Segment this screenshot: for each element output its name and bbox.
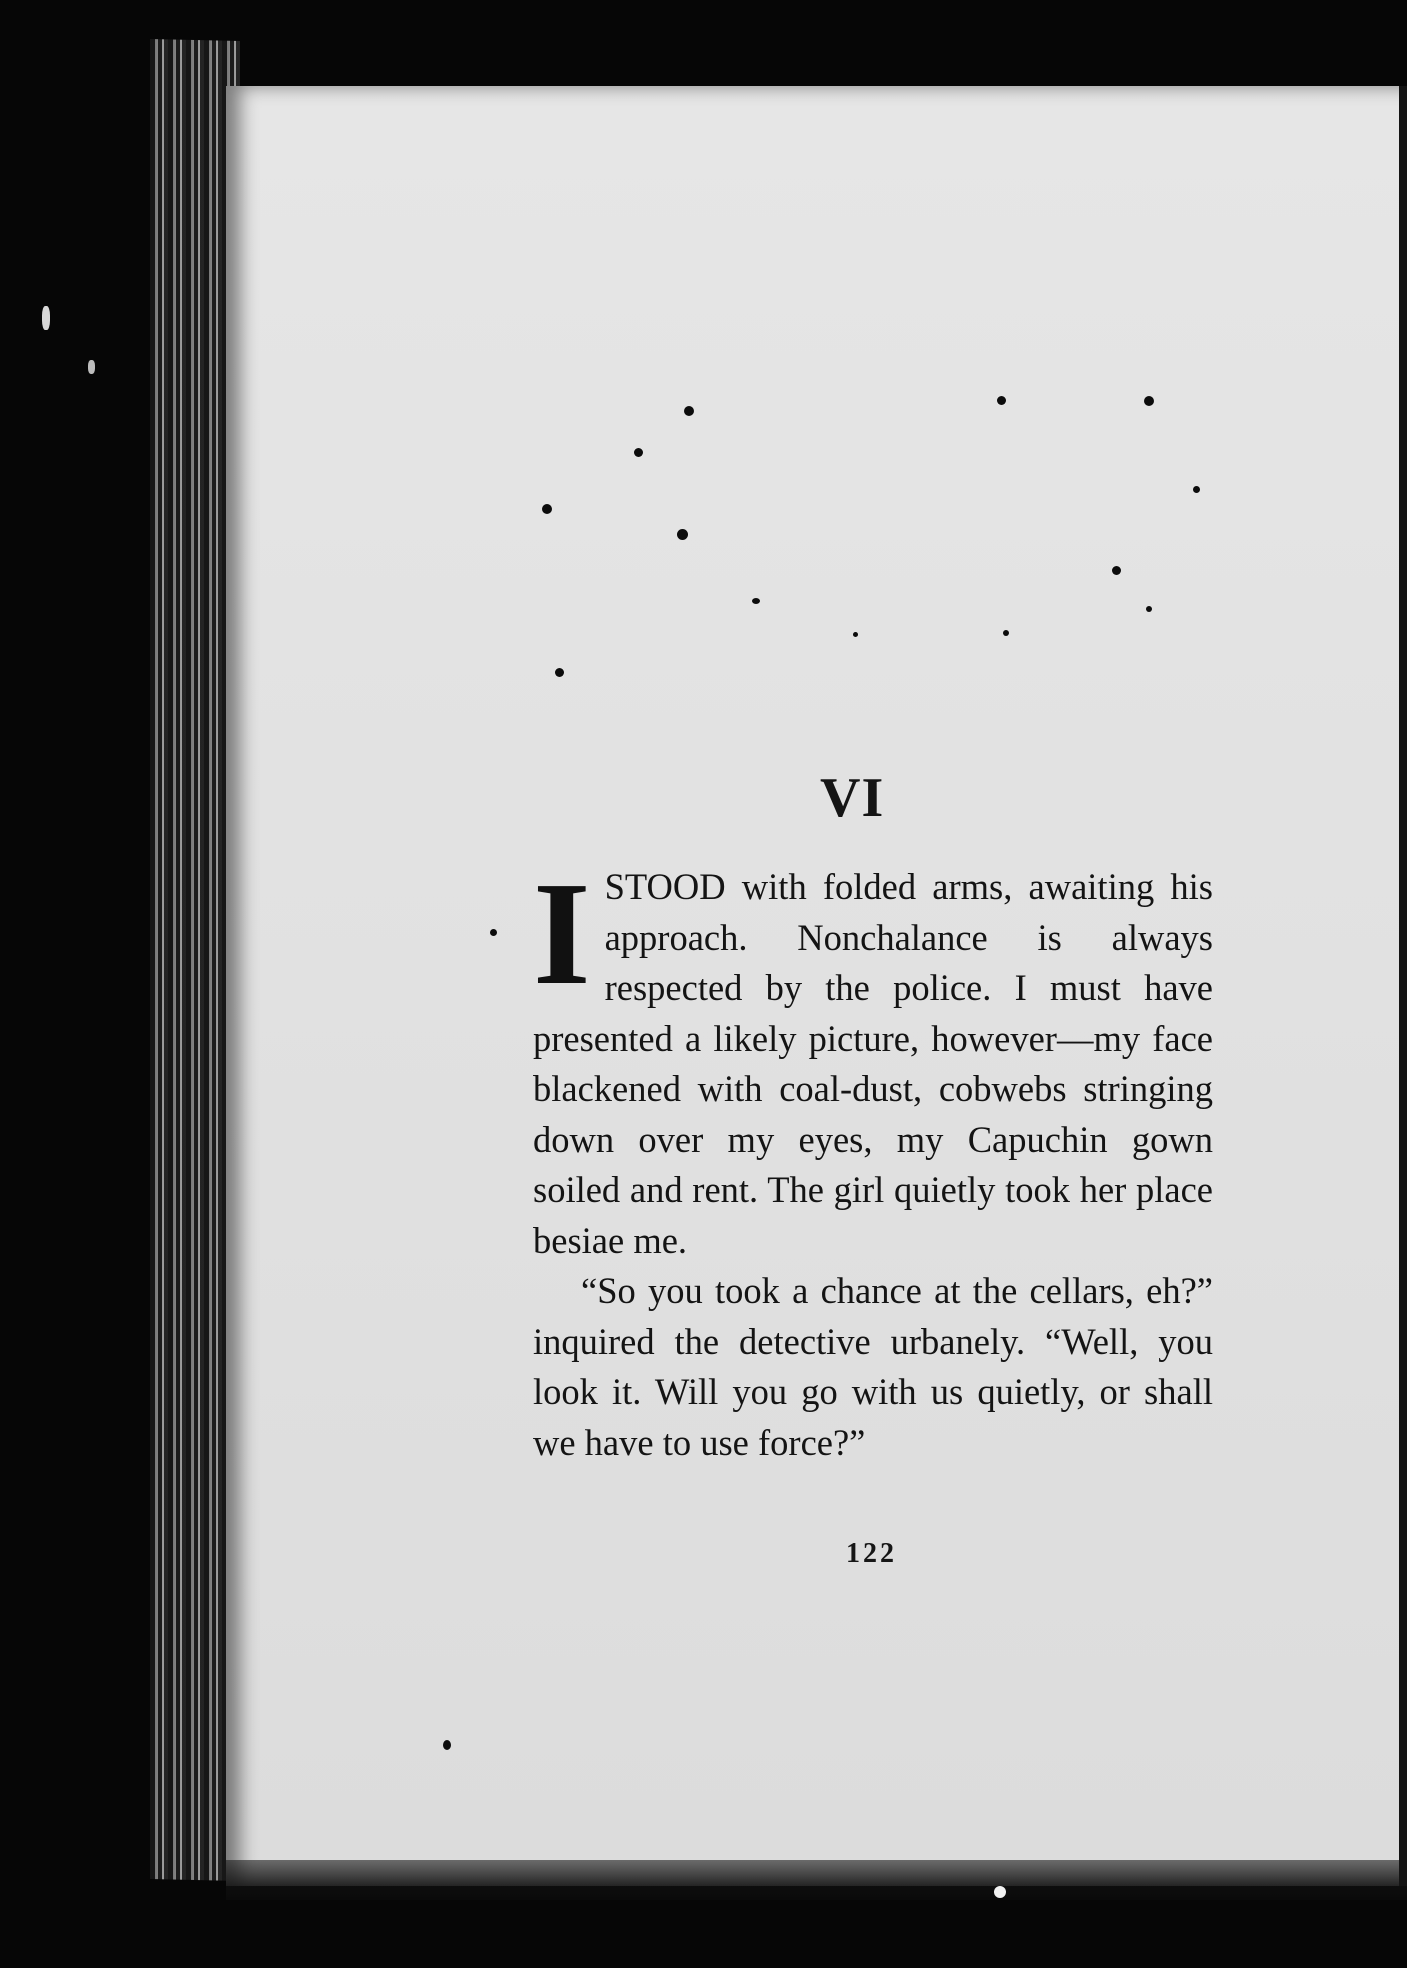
ink-speck: [684, 406, 694, 416]
drop-cap: I: [533, 852, 591, 1016]
ink-speck: [634, 448, 643, 457]
paragraph: “So you took a chance at the cellars, eh?” inquired the detective urbanely. “Well, you look it. Will you go with us quietly, or shall we have to use force?”: [533, 1270, 1213, 1463]
ink-speck: [1193, 486, 1200, 493]
page-bottom-shadow: [226, 1860, 1407, 1900]
ink-speck: [1146, 606, 1152, 612]
ink-speck: [1003, 630, 1009, 636]
ink-speck: [994, 1886, 1006, 1898]
ink-speck: [1112, 566, 1121, 575]
ink-speck: [997, 396, 1006, 405]
page-number: 122: [846, 1538, 897, 1569]
paragraph: [533, 852, 1213, 1266]
ink-speck: [542, 504, 552, 514]
chapter-body-text: [533, 852, 1213, 1468]
ink-speck: [555, 668, 564, 677]
paragraph-text: STOOD with folded arms, awaiting his approach. Nonchalance is always respected by the police. I must have presented a likely picture, however—my face blackened with coal-dust, cobwebs stringing down over my eyes, my Capuchin gown soiled and rent. The girl quietly took her place besiae me.: [533, 866, 1213, 1261]
ink-speck: [443, 1740, 451, 1750]
ink-speck: [1144, 396, 1154, 406]
chapter-heading: VI: [820, 767, 885, 829]
ink-speck: [752, 598, 760, 604]
ink-speck: [853, 632, 858, 637]
ink-speck: [490, 929, 497, 936]
page-right-edge: [1399, 86, 1407, 1886]
ink-speck: [88, 360, 95, 374]
ink-speck: [677, 529, 688, 540]
ink-speck: [42, 306, 50, 330]
